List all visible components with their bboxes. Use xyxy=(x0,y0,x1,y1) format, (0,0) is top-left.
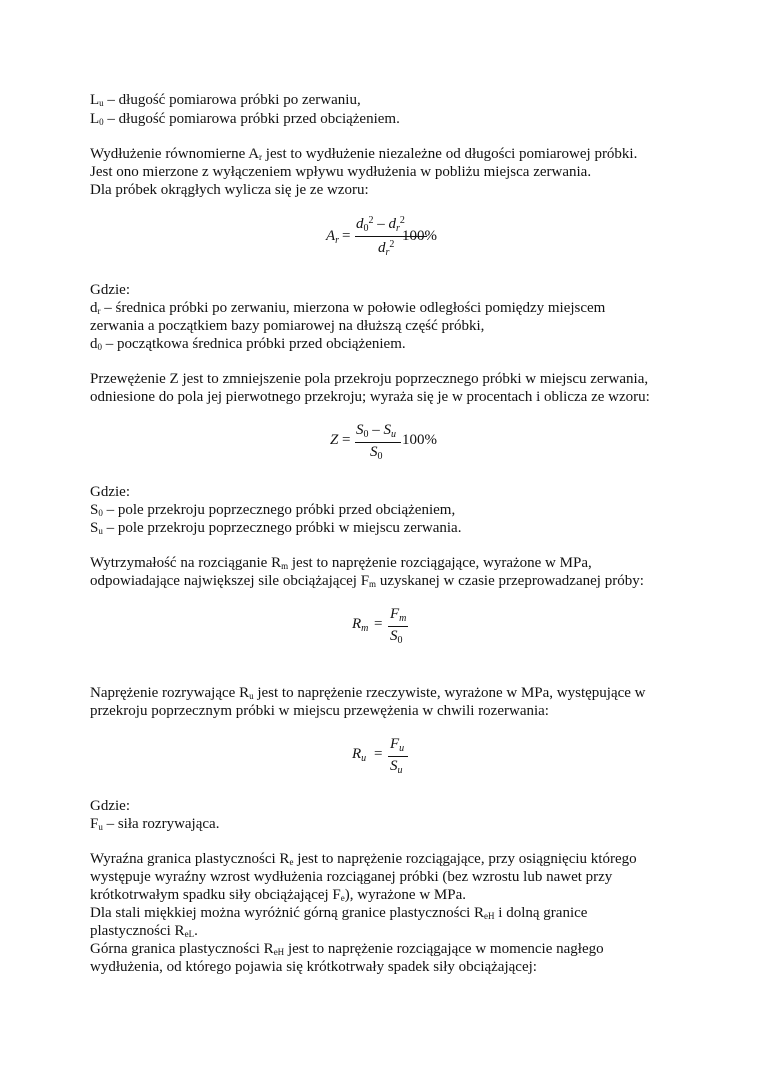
text-line: odpowiadające największej sile obciążającej $F_m$ uzyskanej w czasie przeprowadzanej próby: xyxy=(90,573,644,589)
text-line: $L_0$ – długość pomiarowa próbki przed obciążeniem. xyxy=(90,111,400,127)
text-line: Gdzie: xyxy=(90,282,130,298)
text-line: krótkotrwałym spadku siły obciążającej $F_e$), wyrażone w MPa. xyxy=(90,887,466,903)
formula-tensile-strength: $R_m$ = $F_m$ $S_0$ xyxy=(352,606,407,646)
text-line: Dla próbek okrągłych wylicza się je ze wzoru: xyxy=(90,182,369,198)
text-line: Przewężenie Z jest to zmniejszenie pola przekroju poprzecznego próbki w miejscu zerwania, xyxy=(90,371,649,387)
text-line: zerwania a początkiem bazy pomiarowej na dłuższą część próbki, xyxy=(90,318,485,334)
text-line: $S_0$ – pole przekroju poprzecznego próbki przed obciążeniem, xyxy=(90,502,456,518)
text-line: Dla stali miękkiej można wyróżnić górną granice plastyczności $R_{eH}$ i dolną granice xyxy=(90,905,588,921)
text-line: Górna granica plastyczności $R_{eH}$ jest to naprężenie rozciągające w momencie nagłego xyxy=(90,941,604,957)
text-line: Gdzie: xyxy=(90,484,130,500)
fraction-bar xyxy=(388,626,408,627)
formula-rupture-stress: $R_u$ = $F_u$ $S_u$ xyxy=(352,736,422,780)
text-line: występuje wyraźny wzrost wydłużenia rozciąganej próbki (bez wzrostu lub nawet przy xyxy=(90,869,613,885)
text-line: Jest ono mierzone z wyłączeniem wpływu wydłużenia w pobliżu miejsca zerwania. xyxy=(90,164,592,180)
text-line: Wydłużenie równomierne $A_r$ jest to wydłużenie niezależne od długości pomiarowej próbki. xyxy=(90,146,638,162)
text-line: $F_u$ – siła rozrywająca. xyxy=(90,816,220,832)
text-line: $d_0$ – początkowa średnica próbki przed obciążeniem. xyxy=(90,336,406,352)
text-line: $L_u$ – długość pomiarowa próbki po zerwaniu, xyxy=(90,92,361,108)
text-line: odniesione do pola jej pierwotnego przekroju; wyraża się je w procentach i oblicza ze wzoru: xyxy=(90,389,650,405)
text-line: Gdzie: xyxy=(90,798,130,814)
text-line: $S_u$ – pole przekroju poprzecznego próbki w miejscu zerwania. xyxy=(90,520,462,536)
formula-reduction: Z = $S_0 - S_u$ $S_0$ 100% xyxy=(330,422,437,462)
text-line: plastyczności $R_{eL}$. xyxy=(90,923,198,939)
fraction-bar xyxy=(355,442,401,443)
text-line: Naprężenie rozrywające $R_u$ jest to naprężenie rzeczywiste, wyrażone w MPa, występujące w xyxy=(90,685,646,701)
text-line: przekroju poprzecznym próbki w miejscu przewężenia w chwili rozerwania: xyxy=(90,703,549,719)
text-line: $d_r$ – średnica próbki po zerwaniu, mierzona w połowie odległości pomiędzy miejscem xyxy=(90,300,606,316)
text-line: wydłużenia, od którego pojawia się krótkotrwały spadek siły obciążającej: xyxy=(90,959,537,975)
text-line: Wyraźna granica plastyczności $R_e$ jest to naprężenie rozciągające, przy osiągnięciu którego xyxy=(90,851,637,867)
fraction-bar xyxy=(388,756,408,757)
text-line: Wytrzymałość na rozciąganie $R_m$ jest to naprężenie rozciągające, wyrażone w MPa, xyxy=(90,555,592,571)
formula-elongation: $A_r$ = $d_0^2 - d_r^2$ $d_r^2$ 100% xyxy=(326,215,437,258)
